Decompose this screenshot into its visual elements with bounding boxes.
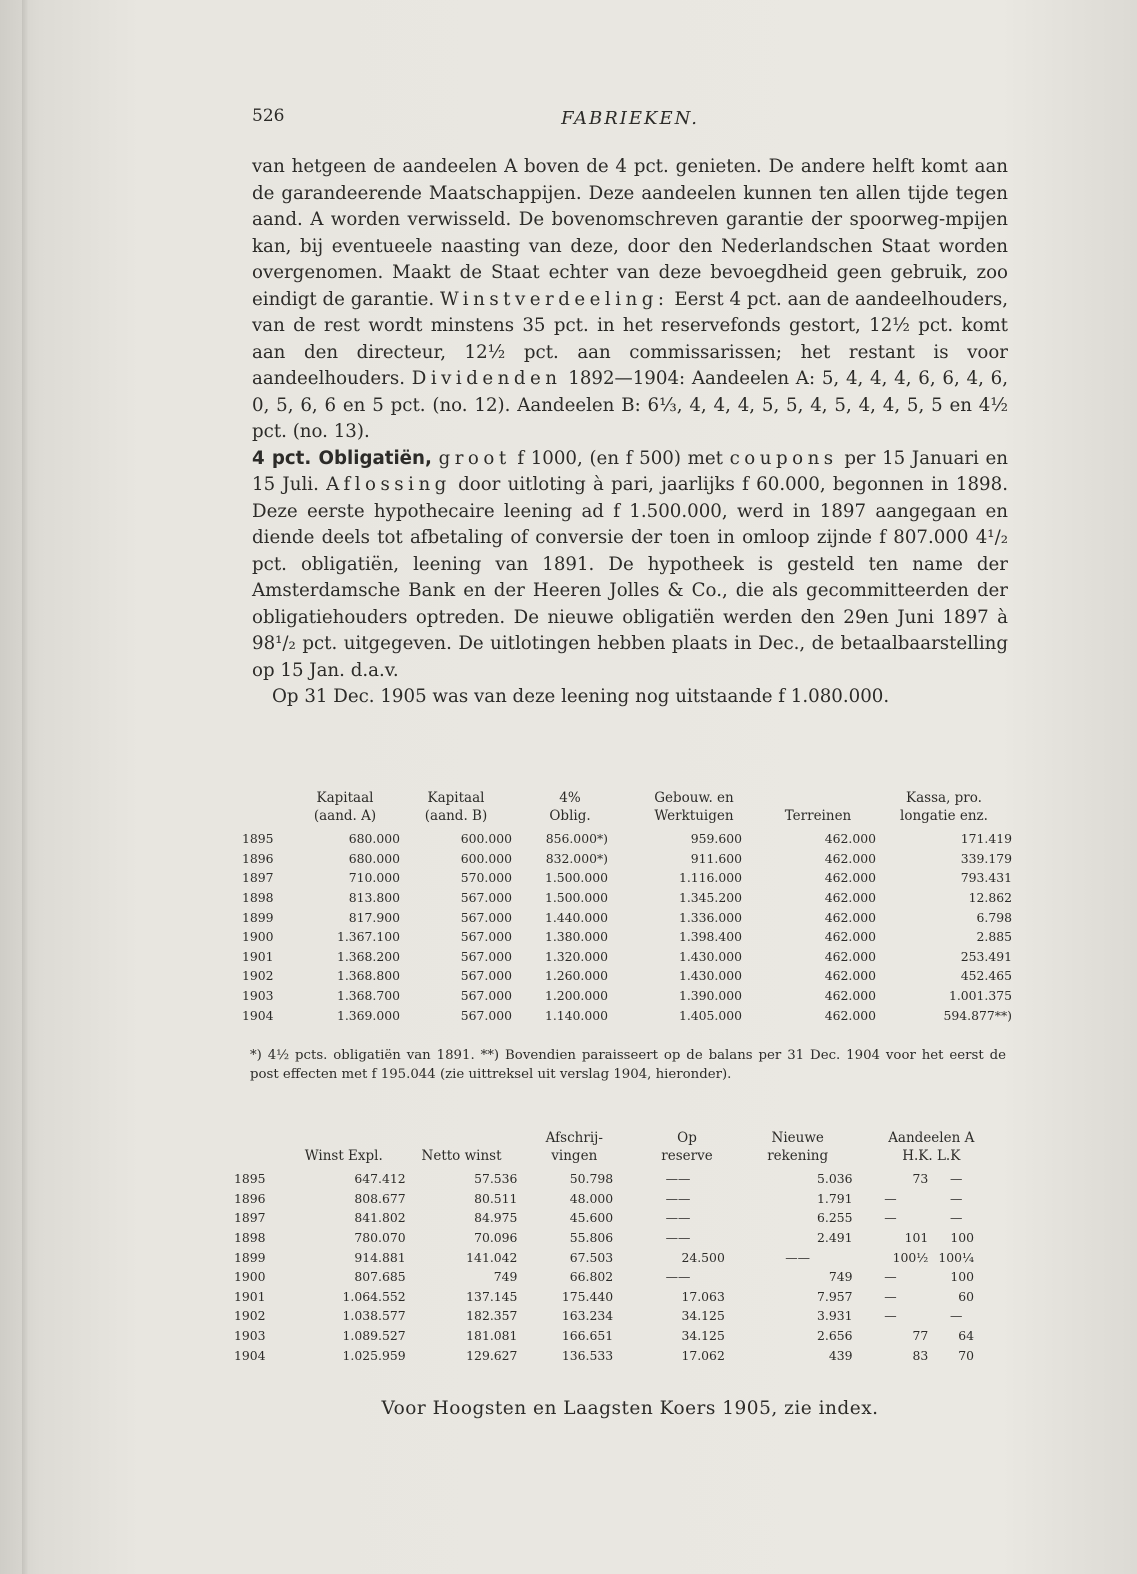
- value-cell: 462.000: [824, 968, 876, 984]
- value-cell: 749: [828, 1269, 853, 1285]
- value-cell: 567.000: [460, 968, 512, 984]
- value-cell: 567.000: [460, 909, 512, 925]
- value-cell: 793.431: [960, 870, 1012, 886]
- value-cell: 1.260.000: [544, 968, 608, 984]
- footnote: *) 4½ pcts. obligatiën van 1891. **) Bovendien paraisseert op de balans per 31 Dec. 1904 voor het eerst de post effecten met f 195.044 (zie uittreksel uit verslag 1904, hieronder).: [250, 1048, 1006, 1082]
- value-cell: 67.503: [569, 1249, 614, 1265]
- value-cell: ——: [665, 1171, 691, 1187]
- value-cell: 1.001.375: [948, 988, 1012, 1004]
- profit-table: [234, 1128, 1010, 1365]
- table2-header-2: [406, 1128, 518, 1169]
- value-cell: 570.000: [460, 870, 512, 886]
- value-cell: 34.125: [681, 1328, 725, 1344]
- table-row: [242, 868, 1012, 888]
- value-cell: 452.465: [960, 968, 1012, 984]
- value-cell: 817.900: [348, 909, 400, 925]
- value-cell: 647.412: [354, 1171, 406, 1187]
- value-cell: 7.957: [817, 1288, 853, 1304]
- balance-table: [242, 788, 1012, 1025]
- table-row: [234, 1169, 1010, 1189]
- year-cell: 1895: [242, 831, 274, 847]
- year-cell: 1902: [242, 968, 274, 984]
- value-cell: 832.000*): [545, 850, 608, 866]
- value-cell: 1.025.959: [342, 1347, 406, 1363]
- value-cell: 171.419: [960, 831, 1012, 847]
- table1-header-line: Gebouw. en: [654, 790, 734, 806]
- table-row: [242, 888, 1012, 908]
- value-cell: 1.405.000: [678, 1007, 742, 1023]
- value-cell: 462.000: [824, 870, 876, 886]
- year-cell: 1902: [234, 1308, 266, 1324]
- value-cell: 462.000: [824, 929, 876, 945]
- value-cell: 600.000: [460, 831, 512, 847]
- value-cell: 175.440: [561, 1288, 614, 1304]
- year-cell: 1897: [234, 1210, 266, 1226]
- balance-table-body: [242, 829, 1012, 1025]
- value-cell: 100¼: [938, 1249, 974, 1265]
- table2-header-line: Netto winst: [421, 1148, 502, 1164]
- value-cell: 1.430.000: [678, 948, 742, 964]
- value-cell: 100: [950, 1230, 974, 1246]
- table1-header-5: [760, 788, 876, 829]
- label-coupons: coupons: [729, 447, 838, 469]
- table1-header-line: longatie enz.: [900, 808, 988, 824]
- table2-header-line: Winst Expl.: [304, 1148, 383, 1164]
- table-row: [242, 829, 1012, 849]
- table2-header-line: [407, 1129, 517, 1147]
- value-cell: 1.368.200: [336, 948, 400, 964]
- table-row: [242, 1005, 1012, 1025]
- year-cell: 1900: [234, 1269, 266, 1285]
- value-cell: 66.802: [569, 1269, 614, 1285]
- value-cell: 462.000: [824, 988, 876, 1004]
- value-cell: —: [884, 1308, 897, 1324]
- value-cell: —: [949, 1210, 963, 1226]
- table1-header-2: [400, 788, 512, 829]
- profit-table-body: [234, 1169, 1010, 1365]
- table1-header-3: [512, 788, 628, 829]
- year-cell: 1903: [242, 988, 274, 1004]
- year-cell: 1903: [234, 1328, 266, 1344]
- value-cell: 1.390.000: [678, 988, 742, 1004]
- value-cell: 50.798: [569, 1171, 614, 1187]
- table2-header-6: [853, 1128, 1010, 1169]
- value-cell: 5.036: [817, 1171, 853, 1187]
- value-cell: 339.179: [960, 850, 1012, 866]
- value-cell: 600.000: [460, 850, 512, 866]
- value-cell: 749: [493, 1269, 518, 1285]
- year-cell: 1895: [234, 1171, 266, 1187]
- value-cell: 914.881: [354, 1249, 406, 1265]
- value-cell: 57.536: [474, 1171, 518, 1187]
- table1-header-line: Kapitaal: [316, 790, 374, 806]
- closing-note: Voor Hoogsten en Laagsten Koers 1905, zie index.: [381, 1398, 879, 1419]
- table-row: [234, 1345, 1010, 1365]
- page-number: 526: [252, 106, 285, 126]
- value-cell: 1.430.000: [678, 968, 742, 984]
- value-cell: —: [884, 1190, 897, 1206]
- value-cell: 163.234: [561, 1308, 614, 1324]
- value-cell: 34.125: [681, 1308, 725, 1324]
- value-cell: 253.491: [960, 948, 1012, 964]
- year-cell: 1897: [242, 870, 274, 886]
- value-cell: 1.336.000: [678, 909, 742, 925]
- value-cell: 680.000: [348, 831, 400, 847]
- table-row: [234, 1287, 1010, 1307]
- table1-header-line: [761, 789, 875, 807]
- value-cell: 55.806: [569, 1230, 614, 1246]
- table2-header-5: [743, 1128, 853, 1169]
- year-cell: 1898: [234, 1230, 266, 1246]
- balance-table-header: [242, 788, 1012, 829]
- table2-header-line: reserve: [661, 1148, 713, 1164]
- table1-header-4: [628, 788, 760, 829]
- text-garantie: van hetgeen de aandeelen A boven de 4 pct. genieten. De andere helft komt aan de garandeerende Maatschappijen. Deze aandeelen kunnen ten allen tijde tegen aand. A worden verwisseld. De bovenomschreven garantie der spoorweg-mpijen kan, bij eventueele naasting van deze, door den Nederlandschen Staat worden overgenomen. Maakt de Staat echter van deze bevoegdheid geen gebruik, zoo eindigt de garantie.: [252, 156, 1008, 310]
- heading-obligatien: 4 pct. Obligatiën,: [252, 447, 432, 469]
- value-cell: 1.368.700: [336, 988, 400, 1004]
- table2-header-line: rekening: [767, 1148, 829, 1164]
- value-cell: 1.320.000: [544, 948, 608, 964]
- table2-header-line: [235, 1129, 281, 1147]
- value-cell: 780.070: [354, 1230, 406, 1246]
- table1-header-line: Kapitaal: [427, 790, 485, 806]
- value-cell: 60: [958, 1288, 974, 1304]
- value-cell: —: [949, 1171, 963, 1187]
- value-cell: 83: [912, 1347, 929, 1363]
- table-row: [234, 1267, 1010, 1287]
- value-cell: 100½: [892, 1249, 929, 1265]
- value-cell: ——: [785, 1249, 811, 1265]
- value-cell: 45.600: [569, 1210, 614, 1226]
- table2-header-line: Afschrij-: [545, 1130, 603, 1146]
- year-cell: 1899: [234, 1249, 266, 1265]
- year-cell: 1896: [234, 1190, 266, 1206]
- value-cell: 2.885: [976, 929, 1012, 945]
- table1-header-0: [242, 788, 290, 829]
- label-groot: groot: [438, 447, 511, 469]
- table-row: [234, 1189, 1010, 1209]
- table-row: [242, 907, 1012, 927]
- value-cell: 1.500.000: [544, 890, 608, 906]
- value-cell: 567.000: [460, 988, 512, 1004]
- year-cell: 1904: [234, 1347, 266, 1363]
- page-header: [252, 106, 1008, 134]
- value-cell: 48.000: [569, 1190, 614, 1206]
- table2-header-line: [283, 1129, 405, 1147]
- table1-header-line: [243, 789, 289, 807]
- profit-table-header: [234, 1128, 1010, 1169]
- value-cell: 1.367.100: [336, 929, 400, 945]
- value-cell: 1.200.000: [544, 988, 608, 1004]
- value-cell: 1.380.000: [544, 929, 608, 945]
- value-cell: 181.081: [466, 1328, 518, 1344]
- value-cell: 462.000: [824, 890, 876, 906]
- year-cell: 1904: [242, 1007, 274, 1023]
- value-cell: 808.677: [354, 1190, 406, 1206]
- value-cell: 12.862: [968, 890, 1012, 906]
- table-row: [234, 1326, 1010, 1346]
- table-row: [242, 966, 1012, 986]
- table2-header-line: H.K. L.K: [902, 1148, 961, 1164]
- value-cell: 807.685: [354, 1269, 406, 1285]
- value-cell: 856.000*): [545, 831, 608, 847]
- value-cell: 80.511: [474, 1190, 518, 1206]
- value-cell: 462.000: [824, 909, 876, 925]
- table-row: [234, 1306, 1010, 1326]
- table-row: [234, 1208, 1010, 1228]
- value-cell: 567.000: [460, 929, 512, 945]
- table1-header-line: [243, 807, 289, 825]
- table2-header-line: Nieuwe: [771, 1130, 824, 1146]
- value-cell: 462.000: [824, 850, 876, 866]
- value-cell: 6.255: [817, 1210, 853, 1226]
- value-cell: 100: [950, 1269, 974, 1285]
- value-cell: 462.000: [824, 831, 876, 847]
- table2-header-line: Aandeelen A: [888, 1130, 975, 1146]
- table2-header-line: vingen: [551, 1148, 598, 1164]
- value-cell: ——: [665, 1269, 691, 1285]
- value-cell: 841.802: [354, 1210, 406, 1226]
- value-cell: —: [884, 1269, 897, 1285]
- year-cell: 1898: [242, 890, 274, 906]
- value-cell: 462.000: [824, 948, 876, 964]
- table2-header-4: [631, 1128, 743, 1169]
- table-row: [234, 1247, 1010, 1267]
- value-cell: 2.656: [817, 1328, 853, 1344]
- table-row: [242, 927, 1012, 947]
- value-cell: 567.000: [460, 890, 512, 906]
- value-cell: 567.000: [460, 948, 512, 964]
- table-row: [234, 1228, 1010, 1248]
- value-cell: 84.975: [474, 1210, 518, 1226]
- paragraph-garantie: [252, 154, 1008, 446]
- value-cell: —: [949, 1308, 963, 1324]
- table1-header-line: 4%: [559, 790, 581, 806]
- label-dividenden: Dividenden: [411, 368, 562, 389]
- table2-header-1: [282, 1128, 406, 1169]
- label-aflossing: Aflossing: [326, 474, 451, 495]
- value-cell: 462.000: [824, 1007, 876, 1023]
- table-row: [242, 849, 1012, 869]
- year-cell: 1899: [242, 909, 274, 925]
- value-cell: 70.096: [474, 1230, 518, 1246]
- table-row: [242, 947, 1012, 967]
- value-cell: 73: [912, 1171, 929, 1187]
- table1-header-6: [876, 788, 1012, 829]
- paragraph-obligatien: [252, 446, 1008, 685]
- value-cell: 911.600: [690, 850, 742, 866]
- table2-header-line: [235, 1147, 281, 1165]
- value-cell: 3.931: [817, 1308, 853, 1324]
- value-cell: 1.368.800: [336, 968, 400, 984]
- text-aflossing: door uitloting à pari, jaarlijks f 60.000, begonnen in 1898. Deze eerste hypothecaire leening ad f 1.500.000, werd in 1897 aangegaan en diende deels tot afbetaling of conversie der toen in omloop zijnde f 807.000 4¹/₂ pct. obligatiën, leening van 1891. De hypotheek is gesteld ten name der Amsterdamsche Bank en der Heeren Jolles & Co., die als gecommitteerden der obligatiehouders optreden. De nieuwe obligatiën werden den 29en Juni 1897 à 98¹/₂ pct. uitgegeven. De uitlotingen hebben plaats in Dec., de betaalbaarstelling op 15 Jan. d.a.v.: [252, 474, 1008, 681]
- table1-header-line: (aand. B): [424, 808, 488, 824]
- value-cell: 182.357: [466, 1308, 518, 1324]
- value-cell: 1.089.527: [342, 1328, 406, 1344]
- table2-header-0: [234, 1128, 282, 1169]
- table1-header-line: Terreinen: [784, 808, 852, 824]
- body-text: [252, 154, 1008, 711]
- value-cell: 166.651: [561, 1328, 614, 1344]
- value-cell: 137.145: [466, 1288, 518, 1304]
- value-cell: 1.140.000: [544, 1007, 608, 1023]
- year-cell: 1901: [234, 1288, 266, 1304]
- value-cell: 129.627: [466, 1347, 518, 1363]
- text-dividenden: 1892—1904: Aandeelen A: 5, 4, 4, 4, 6, 6, 4, 6, 0, 5, 6, 6 en 5 pct. (no. 12). Aandeelen B: 6⅓, 4, 4, 4, 5, 5, 4, 5, 4, 4, 5, 5 en 4½ pct. (no. 13).: [252, 368, 1008, 442]
- value-cell: 1.116.000: [678, 870, 742, 886]
- text-winstverdeeling: Eerst 4 pct. aan de aandeelhouders, van de rest wordt minstens 35 pct. in het reservefonds gestort, 12½ pct. komt aan den directeur, 12½ pct. aan commissarissen; het restant is voor aandeelhouders.: [252, 288, 1008, 389]
- value-cell: 77: [912, 1328, 929, 1344]
- label-winstverdeeling: Winstverdeeling:: [439, 288, 669, 310]
- table2-header-3: [517, 1128, 631, 1169]
- table1-header-line: Kassa, pro.: [906, 790, 982, 806]
- value-cell: 439: [828, 1347, 853, 1363]
- value-cell: 1.369.000: [336, 1007, 400, 1023]
- year-cell: 1896: [242, 850, 274, 866]
- value-cell: 567.000: [460, 1007, 512, 1023]
- value-cell: 1.038.577: [342, 1308, 406, 1324]
- value-cell: 680.000: [348, 850, 400, 866]
- value-cell: 2.491: [817, 1230, 853, 1246]
- table1-header-1: [290, 788, 400, 829]
- table1-header-line: Oblig.: [549, 808, 591, 824]
- value-cell: 24.500: [681, 1249, 725, 1265]
- value-cell: 17.063: [681, 1288, 725, 1304]
- running-head: FABRIEKEN.: [561, 108, 699, 129]
- value-cell: 17.062: [681, 1347, 725, 1363]
- value-cell: —: [884, 1288, 897, 1304]
- value-cell: ——: [665, 1210, 691, 1226]
- table-row: [242, 986, 1012, 1006]
- text-amount: f 1000, (en f 500) met: [517, 447, 723, 469]
- value-cell: 136.533: [561, 1347, 614, 1363]
- value-cell: ——: [665, 1190, 691, 1206]
- value-cell: 813.800: [348, 890, 400, 906]
- paragraph-outstanding: Op 31 Dec. 1905 was van deze leening nog uitstaande f 1.080.000.: [272, 686, 890, 707]
- value-cell: 1.440.000: [544, 909, 608, 925]
- value-cell: 959.600: [690, 831, 742, 847]
- page-fold-shadow: [22, 0, 28, 1574]
- value-cell: 1.064.552: [342, 1288, 406, 1304]
- year-cell: 1900: [242, 929, 274, 945]
- value-cell: —: [884, 1210, 897, 1226]
- table2-header-line: Op: [677, 1130, 697, 1146]
- value-cell: 1.500.000: [544, 870, 608, 886]
- value-cell: ——: [665, 1230, 691, 1246]
- value-cell: 1.345.200: [678, 890, 742, 906]
- value-cell: 6.798: [976, 909, 1012, 925]
- table1-header-line: (aand. A): [313, 808, 377, 824]
- value-cell: 101: [904, 1230, 929, 1246]
- text-coupon-dates: per 15 Januari en 15 Juli.: [252, 447, 1008, 495]
- value-cell: 141.042: [466, 1249, 518, 1265]
- value-cell: —: [949, 1190, 963, 1206]
- value-cell: 594.877**): [943, 1007, 1012, 1023]
- value-cell: 1.398.400: [678, 929, 742, 945]
- table1-header-line: Werktuigen: [654, 808, 734, 824]
- value-cell: 1.791: [817, 1190, 853, 1206]
- value-cell: 710.000: [348, 870, 400, 886]
- value-cell: 64: [958, 1328, 974, 1344]
- year-cell: 1901: [242, 948, 274, 964]
- value-cell: 70: [958, 1347, 974, 1363]
